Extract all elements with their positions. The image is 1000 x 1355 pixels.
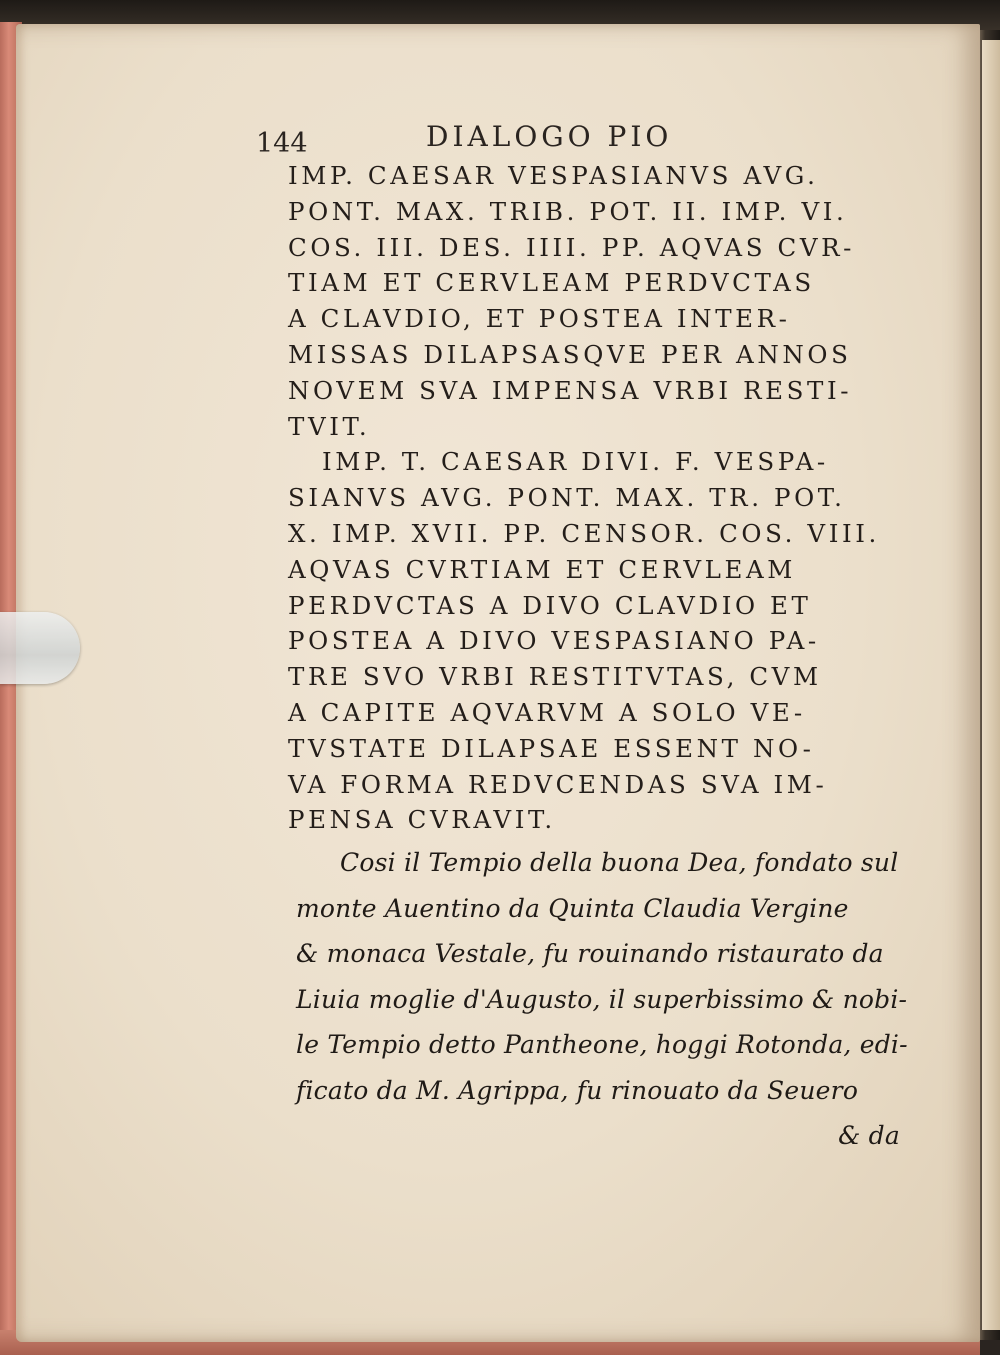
running-head: DIALOGO PIO [426, 120, 673, 153]
inscription-line: POSTEA A DIVO VESPASIANO PA- [288, 626, 820, 656]
inscription-line: AQVAS CVRTIAM ET CERVLEAM [288, 554, 796, 584]
inscription-line: A CAPITE AQVARVM A SOLO VE- [288, 697, 806, 727]
italian-paragraph [296, 840, 906, 1159]
inscription-line: IMP. CAESAR VESPASIANVS AVG. [288, 161, 819, 190]
paragraph-line: Liuia moglie d'Augusto, il superbissimo & nobi- [296, 984, 908, 1014]
inscription-line: TRE SVO VRBI RESTITVTAS, CVM [288, 662, 822, 692]
inscription-line: VA FORMA REDVCENDAS SVA IM- [288, 769, 828, 799]
page-header [256, 120, 896, 160]
catchword: & da [838, 1121, 900, 1150]
latin-inscription [288, 158, 900, 838]
paragraph-line: ficato da M. Agrippa, fu rinouato da Seuero [296, 1075, 859, 1105]
inscription-line: PERDVCTAS A DIVO CLAVDIO ET [288, 590, 812, 620]
inscription-line: NOVEM SVA IMPENSA VRBI RESTI- [288, 375, 853, 405]
inscription-line: A CLAVDIO, ET POSTEA INTER- [288, 304, 791, 334]
paragraph-line: & monaca Vestale, fu rouinando ristaurato da [296, 939, 884, 968]
inscription-line: X. IMP. XVII. PP. CENSOR. COS. VIII. [288, 518, 880, 548]
facing-page-edge [982, 40, 1000, 1330]
paragraph-line: le Tempio detto Pantheone, hoggi Rotonda, edi- [296, 1030, 908, 1059]
inscription-line: MISSAS DILAPSASQVE PER ANNOS [288, 339, 852, 369]
inscription-line: TVIT. [288, 411, 371, 441]
inscription-line: COS. III. DES. IIII. PP. AQVAS CVR- [288, 232, 856, 262]
page-clip-tab [0, 612, 80, 684]
inscription-line: SIANVS AVG. PONT. MAX. TR. POT. [288, 483, 846, 513]
inscription-line: TVSTATE DILAPSAE ESSENT NO- [288, 733, 815, 763]
paragraph-line: Cosi il Tempio della buona Dea, fondato sul [340, 848, 899, 877]
inscription-line: TIAM ET CERVLEAM PERDVCTAS [288, 268, 815, 298]
paragraph-line: monte Auentino da Quinta Claudia Vergine [296, 893, 849, 923]
inscription-line: IMP. T. CAESAR DIVI. F. VESPA- [322, 447, 829, 477]
page-number: 144 [256, 128, 308, 159]
inscription-line: PONT. MAX. TRIB. POT. II. IMP. VI. [288, 196, 848, 226]
inscription-line: PENSA CVRAVIT. [288, 805, 556, 835]
